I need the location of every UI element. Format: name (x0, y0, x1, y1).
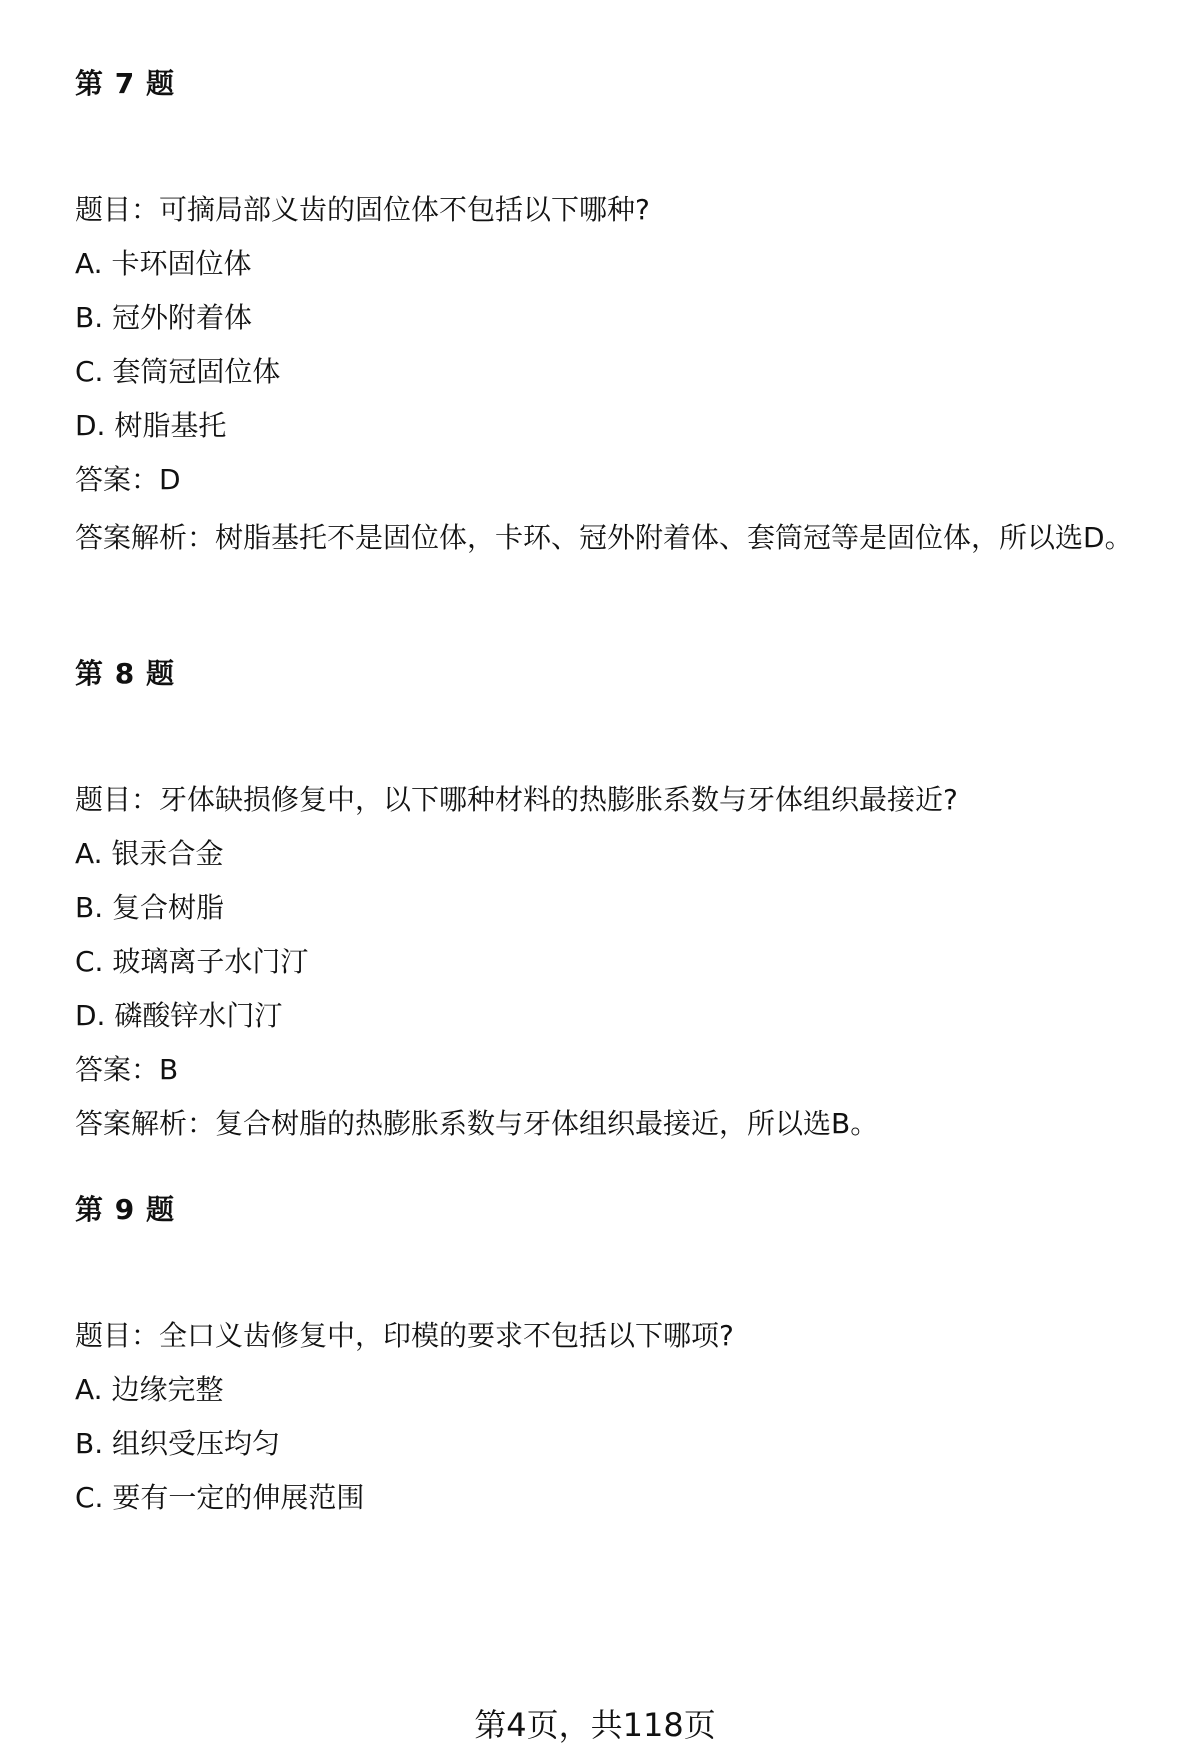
answer: 答案：B (75, 1053, 179, 1086)
option-a: A. 边缘完整 (75, 1373, 224, 1406)
option-a: A. 卡环固位体 (75, 247, 252, 280)
option-b: B. 复合树脂 (75, 891, 225, 924)
answer: 答案：D (75, 463, 181, 496)
option-b: B. 组织受压均匀 (75, 1427, 281, 1460)
question-heading: 第 9 题 (75, 1193, 175, 1226)
question-stem: 题目：可摘局部义齿的固位体不包括以下哪种? (75, 193, 650, 226)
answer-explanation: 答案解析：树脂基托不是固位体，卡环、冠外附着体、套筒冠等是固位体，所以选D。 (75, 521, 1133, 554)
option-c: C. 要有一定的伸展范围 (75, 1481, 365, 1514)
option-c: C. 套筒冠固位体 (75, 355, 281, 388)
option-d: D. 磷酸锌水门汀 (75, 999, 283, 1032)
page-number: 第4页，共118页 (474, 1706, 716, 1744)
answer-explanation: 答案解析：复合树脂的热膨胀系数与牙体组织最接近，所以选B。 (75, 1107, 879, 1140)
option-b: B. 冠外附着体 (75, 301, 253, 334)
question-stem: 题目：全口义齿修复中，印模的要求不包括以下哪项? (75, 1319, 734, 1352)
option-a: A. 银汞合金 (75, 837, 224, 870)
question-heading: 第 8 题 (75, 657, 175, 690)
question-heading: 第 7 题 (75, 67, 175, 100)
option-c: C. 玻璃离子水门汀 (75, 945, 309, 978)
question-stem: 题目：牙体缺损修复中，以下哪种材料的热膨胀系数与牙体组织最接近? (75, 783, 958, 816)
option-d: D. 树脂基托 (75, 409, 227, 442)
